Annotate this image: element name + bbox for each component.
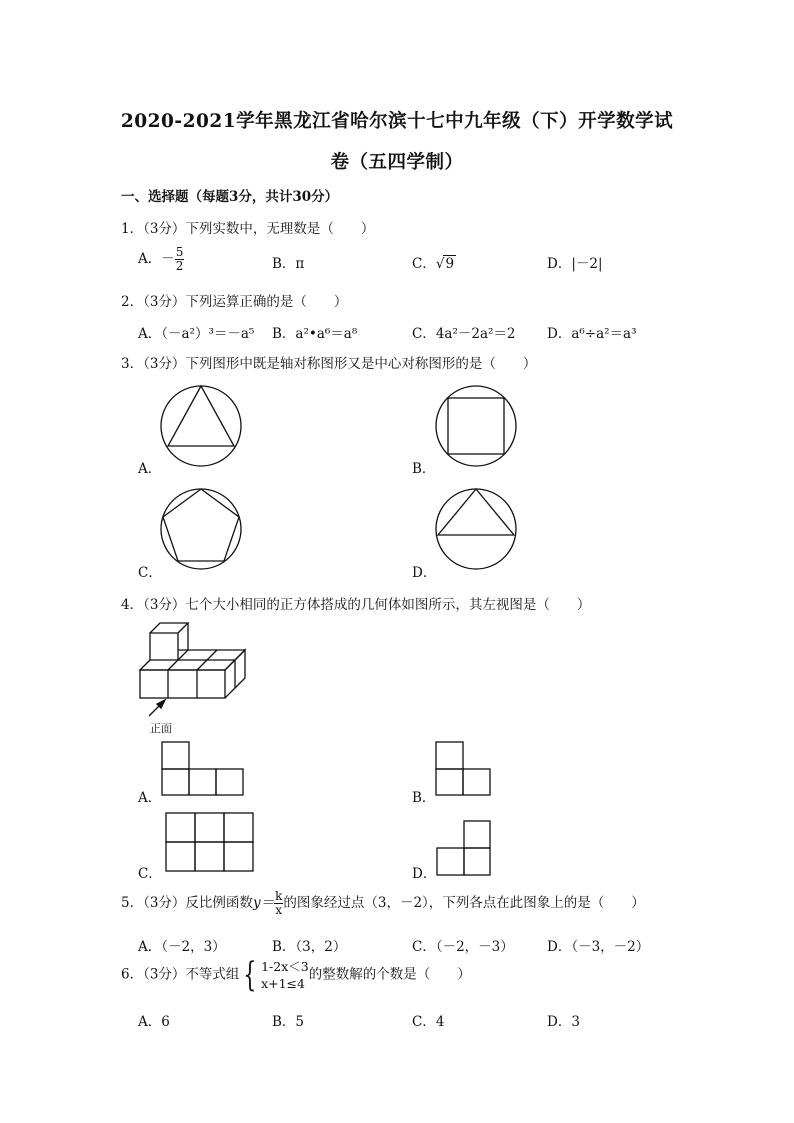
q6-stem-pre: 6．（3分）不等式组 bbox=[121, 966, 240, 983]
triangle-shape bbox=[438, 489, 514, 535]
sqrt-sign: √ bbox=[435, 256, 445, 272]
square-shape bbox=[224, 842, 253, 871]
q3-stem: 3．（3分）下列图形中既是轴对称图形又是中心对称图形的是（ ） bbox=[121, 356, 537, 372]
q5-fraction-numerator: k bbox=[275, 889, 283, 903]
q5-y: y＝ bbox=[252, 895, 275, 911]
q5-stem-post: 的图象经过点（3，－2），下列各点在此图象上的是（ ） bbox=[283, 895, 645, 911]
q1-stem: 1．（3分）下列实数中，无理数是（ ） bbox=[121, 221, 375, 237]
q6-inequality-2: x+1≤4 bbox=[261, 976, 305, 991]
section-heading: 一、选择题（每题3分，共计30分） bbox=[121, 189, 339, 205]
q4-stem: 4．（3分）七个大小相同的正方体搭成的几何体如图所示，其左视图是（ ） bbox=[121, 597, 591, 613]
brace-glyph: { bbox=[243, 955, 257, 995]
q6-option-c: C．4 bbox=[412, 1014, 445, 1030]
q1-option-c-label: C． bbox=[412, 256, 436, 272]
q5-option-b: B．（3，2） bbox=[272, 939, 347, 955]
q5-stem bbox=[121, 890, 645, 917]
edge-line bbox=[168, 660, 178, 670]
edge-line bbox=[207, 650, 217, 660]
q3-option-a: A． bbox=[138, 461, 162, 477]
q1-option-a-label: A． bbox=[138, 251, 162, 267]
triangle-shape bbox=[168, 386, 234, 446]
q5-option-c: C．（－2，－3） bbox=[412, 939, 514, 955]
q3-option-c: C． bbox=[138, 565, 162, 581]
q1-option-a bbox=[138, 246, 184, 273]
square-shape bbox=[162, 742, 189, 769]
q5-option-d: D．（－3，－2） bbox=[547, 939, 650, 955]
front-face bbox=[140, 670, 225, 698]
square-shape bbox=[464, 821, 490, 848]
q4-option-a: A． bbox=[138, 790, 162, 806]
q1-option-d: D．|－2| bbox=[547, 256, 603, 272]
square-shape bbox=[195, 842, 224, 871]
square-shape bbox=[463, 769, 490, 795]
square-shape bbox=[216, 769, 243, 795]
q2-stem: 2．（3分）下列运算正确的是（ ） bbox=[121, 294, 348, 310]
q4-option-d: D． bbox=[412, 866, 437, 882]
circle-shape bbox=[161, 489, 241, 569]
square-shape bbox=[464, 848, 490, 875]
q3-figure-d bbox=[435, 488, 519, 572]
square-shape bbox=[448, 398, 504, 454]
q1-option-a-sign: － bbox=[161, 251, 175, 267]
square-shape bbox=[224, 813, 253, 842]
paper-title-line1: 2020-2021学年黑龙江省哈尔滨十七中九年级（下）开学数学试 bbox=[120, 111, 674, 132]
cube-face bbox=[150, 623, 188, 633]
q3-figure-b bbox=[435, 385, 519, 469]
cube-face bbox=[150, 633, 178, 660]
circle-shape bbox=[436, 489, 516, 569]
q2-option-a: A．（－a²）³＝－a⁵ bbox=[138, 326, 255, 342]
q6-option-a: A．6 bbox=[138, 1014, 170, 1030]
q6-option-d: D．3 bbox=[547, 1014, 580, 1030]
q1-option-c bbox=[412, 252, 456, 272]
q6-stem bbox=[121, 955, 471, 995]
q3-option-d: D． bbox=[412, 565, 437, 581]
q3-option-b: B． bbox=[412, 461, 436, 477]
square-shape bbox=[437, 848, 464, 875]
q5-fraction bbox=[274, 890, 283, 917]
paper-title-line2: 卷（五四学制） bbox=[330, 152, 464, 173]
square-shape bbox=[189, 769, 216, 795]
q5-fraction-denominator: x bbox=[275, 903, 283, 917]
square-shape bbox=[436, 742, 463, 769]
q3-figure-a bbox=[160, 385, 244, 469]
q1-fraction-numerator: 5 bbox=[175, 245, 184, 259]
square-shape bbox=[436, 769, 463, 795]
q4-option-b: B． bbox=[412, 790, 436, 806]
q4-view-d bbox=[437, 821, 497, 877]
q5-option-a: A．（－2，3） bbox=[138, 939, 226, 955]
q5-stem-pre: 5．（3分）反比例函数 bbox=[121, 895, 253, 911]
q4-option-c: C． bbox=[138, 866, 162, 882]
q4-view-a bbox=[162, 742, 246, 798]
q1-option-b: B．π bbox=[272, 256, 305, 272]
edge-line bbox=[197, 660, 207, 670]
q2-option-c: C．4a²－2a²＝2 bbox=[412, 326, 516, 342]
q6-stem-post: 的整数解的个数是（ ） bbox=[308, 966, 471, 983]
square-shape bbox=[166, 842, 195, 871]
q4-view-b bbox=[436, 742, 496, 798]
q3-figure-c bbox=[160, 488, 244, 572]
cube-face bbox=[140, 660, 235, 670]
q1-fraction bbox=[175, 246, 185, 273]
square-shape bbox=[162, 769, 189, 795]
circle-shape bbox=[161, 386, 241, 466]
q1-fraction-denominator: 2 bbox=[175, 259, 184, 273]
q2-option-d: D．a⁶÷a²＝a³ bbox=[547, 326, 637, 342]
q6-option-b: B．5 bbox=[272, 1014, 305, 1030]
q1-radicand: 9 bbox=[445, 256, 455, 272]
q2-option-b: B．a²•a⁶＝a⁸ bbox=[272, 326, 358, 342]
front-label: 正面 bbox=[150, 722, 172, 735]
q4-view-c bbox=[166, 813, 256, 873]
inequality-system bbox=[261, 958, 309, 992]
square-shape bbox=[166, 813, 195, 842]
square-shape bbox=[195, 813, 224, 842]
q6-inequality-1: 1-2x＜3 bbox=[261, 959, 309, 974]
